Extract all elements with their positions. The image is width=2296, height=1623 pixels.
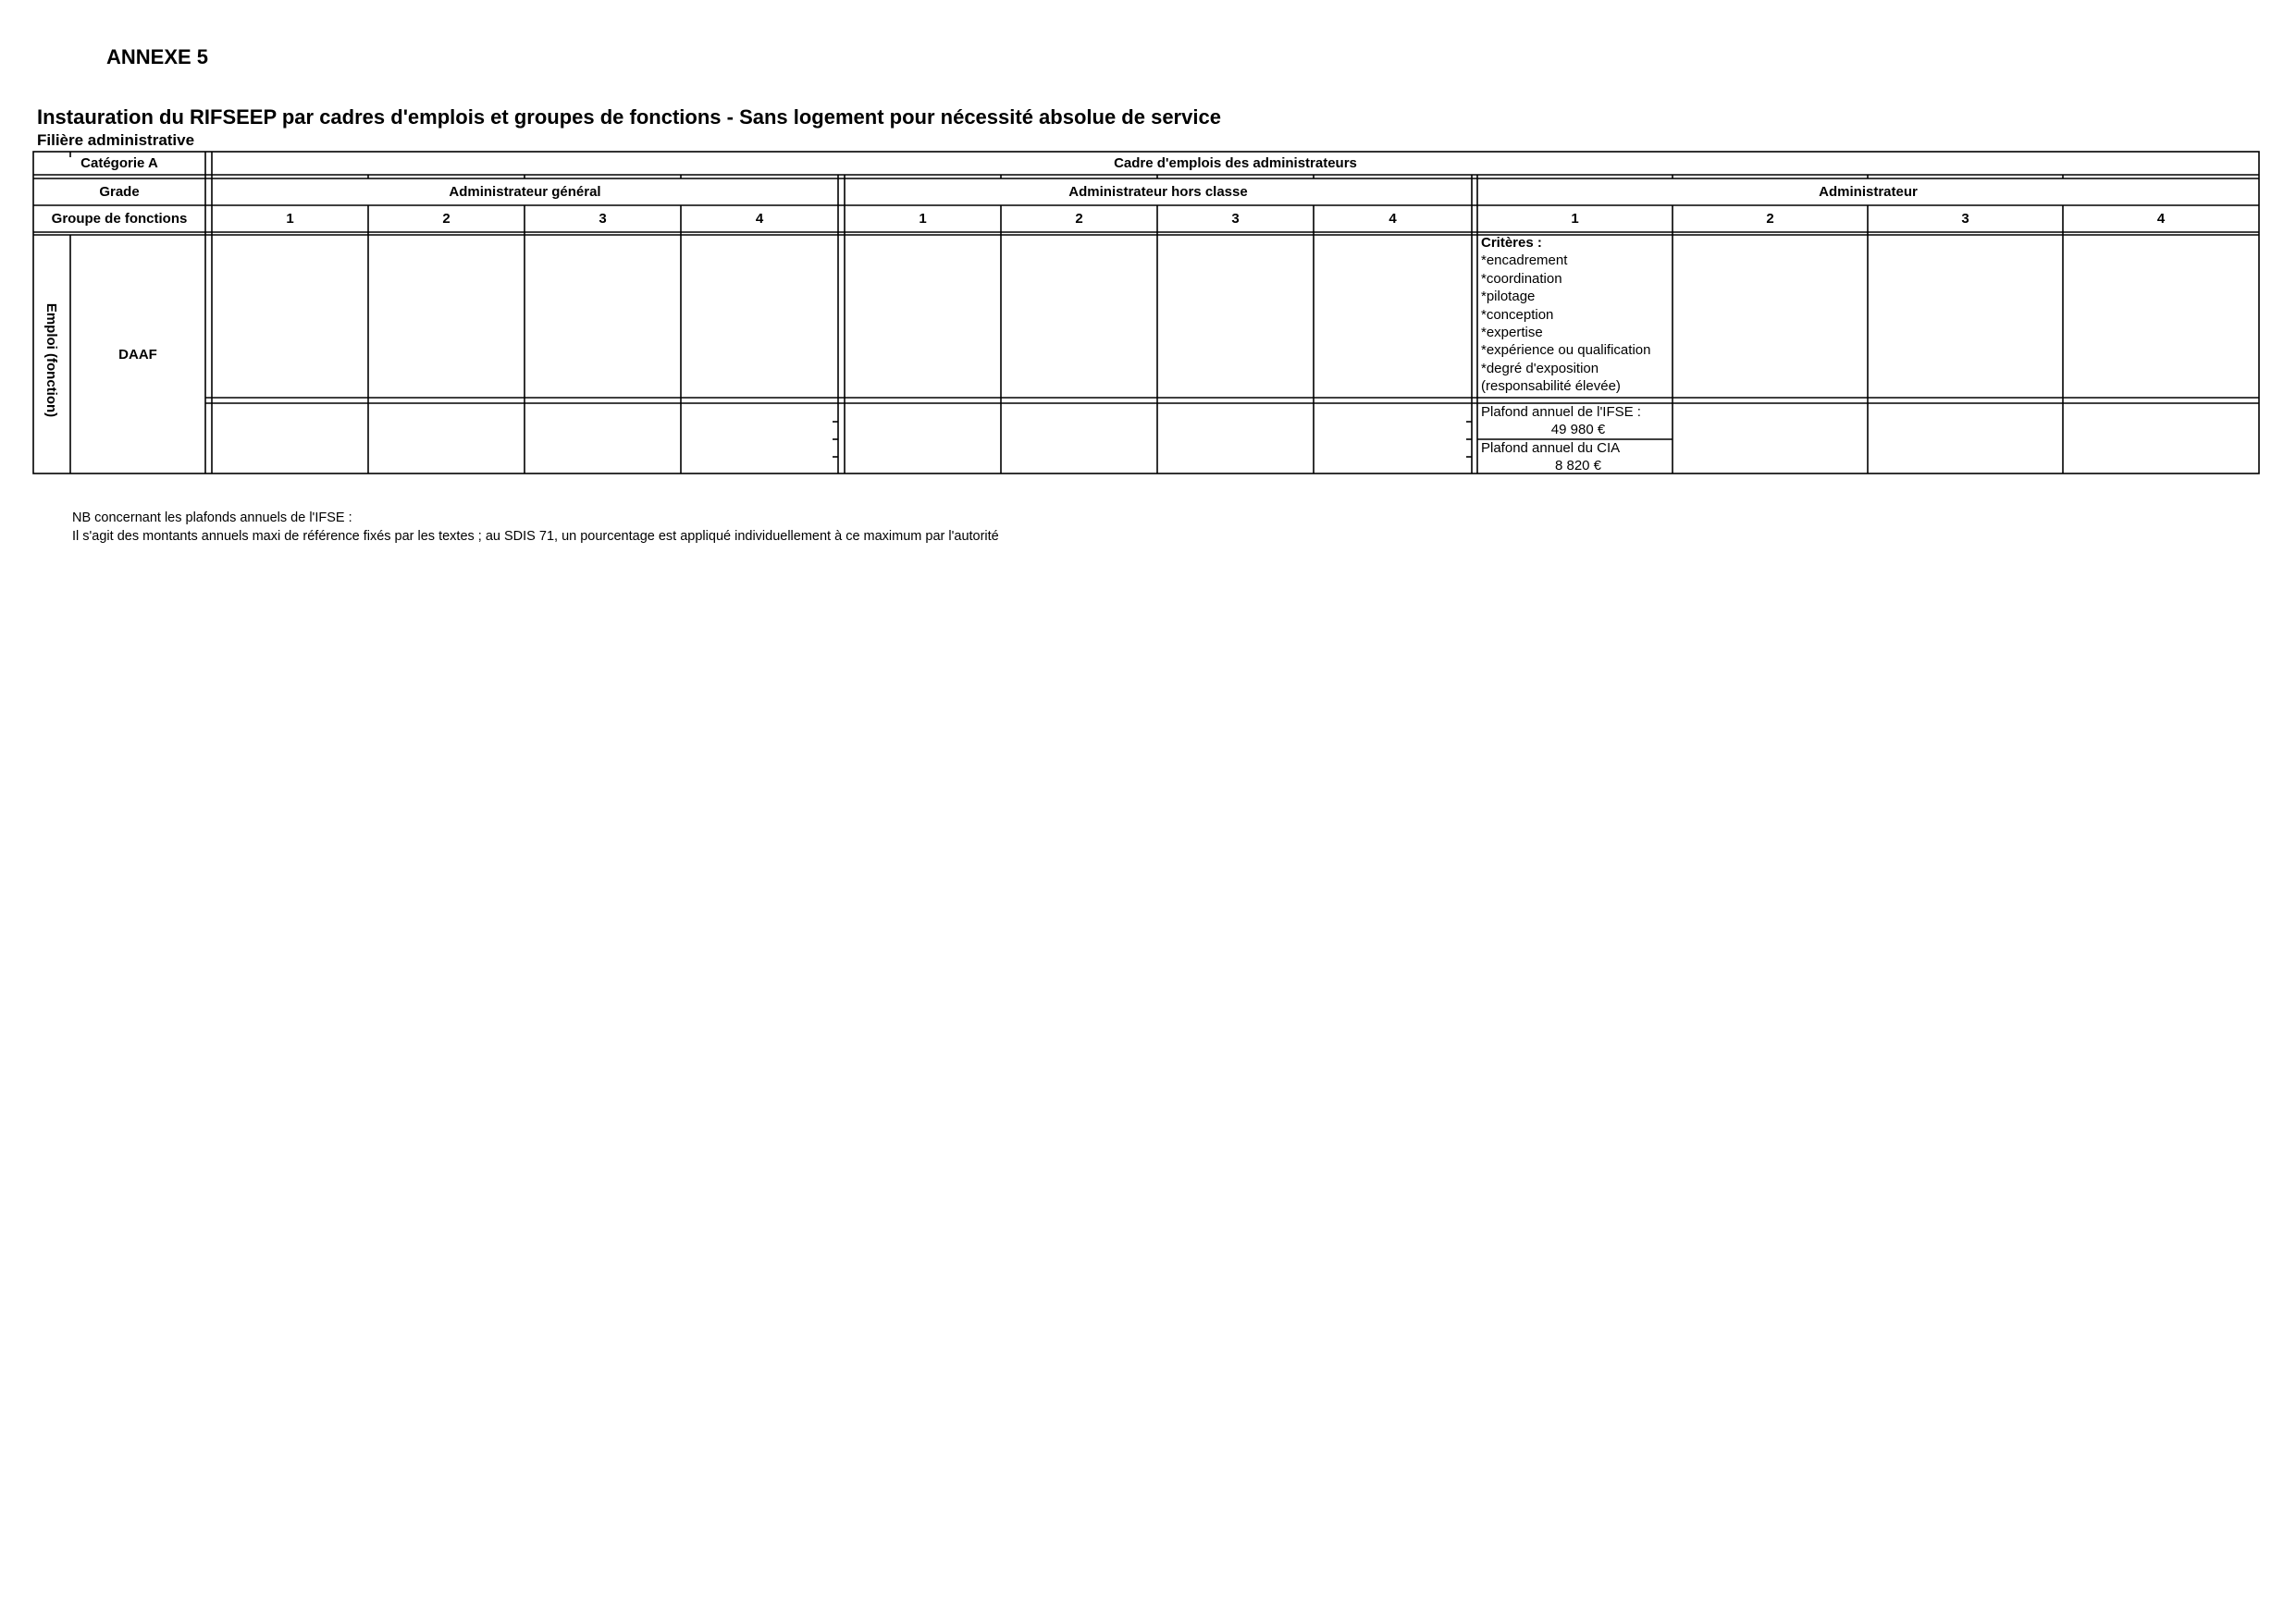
- ifse-cap-value: 49 980 €: [1550, 422, 1606, 437]
- group-number: 1: [919, 211, 927, 227]
- grade-label: Grade: [99, 184, 140, 200]
- group-number: 3: [1231, 211, 1240, 227]
- criteria-item: *expertise: [1481, 325, 1543, 341]
- cia-cap-label: Plafond annuel du CIA: [1481, 440, 1621, 456]
- criteria-item: *coordination: [1481, 270, 1562, 287]
- criteria-item: *encadrement: [1481, 252, 1568, 269]
- ifse-cap-label: Plafond annuel de l'IFSE :: [1481, 404, 1641, 420]
- group-number: 3: [599, 211, 607, 227]
- grade-administrateur-general: Administrateur général: [449, 184, 601, 200]
- category-label: Catégorie A: [80, 155, 158, 171]
- grade-administrateur-hors-classe: Administrateur hors classe: [1068, 184, 1248, 200]
- group-number: 2: [1075, 211, 1083, 227]
- cia-cap-value: 8 820 €: [1554, 458, 1602, 473]
- note-heading: NB concernant les plafonds annuels de l'IFSE :: [72, 510, 352, 525]
- group-number: 2: [442, 211, 451, 227]
- emploi-daaf: DAAF: [118, 346, 157, 363]
- cia-cap: [1481, 439, 1675, 474]
- criteria-item: *conception: [1481, 306, 1554, 323]
- note-text: Il s'agit des montants annuels maxi de référence fixés par les textes ; au SDIS 71, un pourcentage est appliqué individuellement à ce maximum par l'autorité: [72, 529, 999, 544]
- groupe-fonctions-label: Groupe de fonctions: [51, 211, 188, 227]
- ifse-cap: [1481, 403, 1675, 438]
- grade-administrateur: Administrateur: [1819, 184, 1918, 200]
- annex-label: ANNEXE 5: [106, 45, 209, 68]
- group-number: 3: [1961, 211, 1969, 227]
- emploi-fonction-label: Emploi (fonction): [43, 302, 60, 417]
- cadre-emplois-label: Cadre d'emplois des administrateurs: [1114, 155, 1357, 171]
- criteria-item: *expérience ou qualification: [1481, 342, 1651, 359]
- criteria-title: Critères :: [1481, 235, 1542, 251]
- group-number: 1: [286, 211, 294, 227]
- group-number: 4: [1389, 211, 1397, 227]
- rifseep-table: [33, 152, 2259, 473]
- group-number: 2: [1766, 211, 1774, 227]
- criteria-item: (responsabilité élevée): [1481, 378, 1621, 395]
- document-subtitle: Filière administrative: [37, 131, 195, 149]
- criteria-item: *pilotage: [1481, 289, 1536, 305]
- group-number: 4: [2156, 211, 2166, 227]
- group-number: 4: [755, 211, 764, 227]
- criteria-block: [1481, 234, 1675, 396]
- criteria-item: *degré d'exposition: [1481, 360, 1599, 376]
- document-title: Instauration du RIFSEEP par cadres d'emplois et groupes de fonctions - Sans logement pour nécessité absolue de service: [37, 105, 1221, 129]
- group-number: 1: [1571, 211, 1579, 227]
